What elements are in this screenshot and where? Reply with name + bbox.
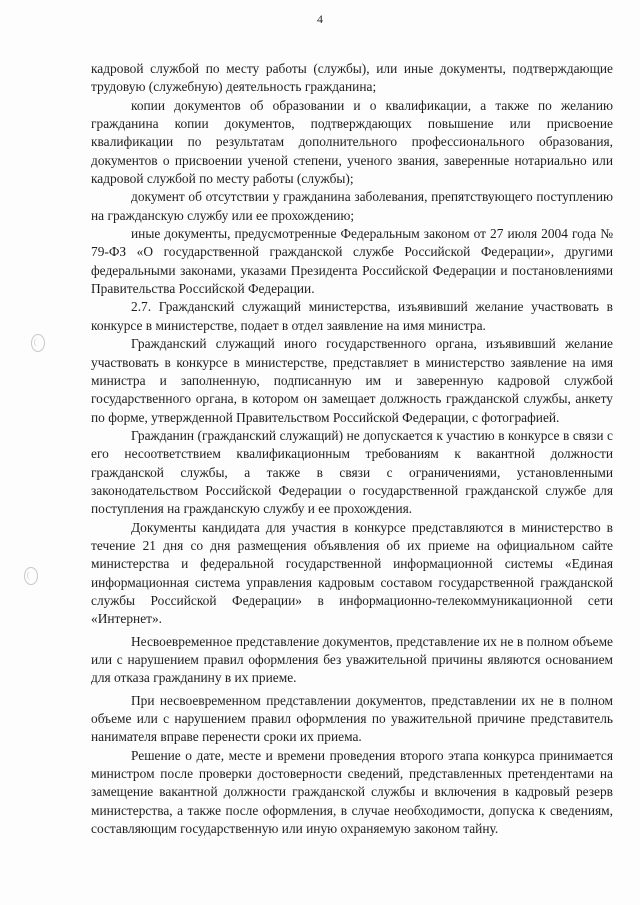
paragraph-other-documents: иные документы, предусмотренные Федеральным законом от 27 июля 2004 года № 79-ФЗ «О государственной гражданской службе Российской Федерации», другими федеральными законами, указами Президента Российской Федерации и постановлениями Правительства Российской Федерации. [91,226,613,297]
paragraph-submission-deadline: Документы кандидата для участия в конкурсе представляются в министерство в течение 21 дня со дня размещения объявления об их приеме на официальном сайте министерства и федеральной государственной информационной системы «Единая информационная система управления кадровым составом государственной гражданской службы Российской Федерации» в информационно-телекоммуникационной сети «Интернет». [91,519,613,627]
paragraph-other-agency-servant: Гражданский служащий иного государственного органа, изъявивший желание участвовать в конкурсе в министерстве, представляет в министерство заявление на имя министра и заполненную, подписанную им и заверенную кадровой службой государственного органа, в котором он замещает должность гражданской службы, анкету по форме, утвержденной Правительством Российской Федерации, с фотографией. [91,336,613,425]
paragraph-medical-document: документ об отсутствии у гражданина заболевания, препятствующего поступлению на гражданскую службу или ее прохождению; [91,189,613,223]
document-body [91,60,613,838]
paragraph-education-documents: копии документов об образовании и о квалификации, а также по желанию гражданина копии документов, подтверждающих повышение или присвоение квалификации по результатам дополнительного профессионального образования, документов о присвоении ученой степени, ученого звания, заверенные нотариально или кадровой службой по месту работы (службы); [91,97,613,187]
paragraph-continuation: кадровой службой по месту работы (службы), или иные документы, подтверждающие трудовую (служебную) деятельность гражданина; [91,61,613,95]
paragraph-deadline-extension: При несвоевременном представлении документов, представлении их не в полном объеме или с нарушением правил оформления по уважительной причине представитель нанимателя вправе перенести сроки их приема. [91,692,613,745]
paragraph-section-2-7: 2.7. Гражданский служащий министерства, изъявивший желание участвовать в конкурсе в министерстве, подает в отдел заявление на имя министра. [91,299,613,333]
paragraph-second-stage-decision: Решение о дате, месте и времени проведения второго этапа конкурса принимается министром после проверки достоверности сведений, представленных претендентами на замещение вакантной должности гражданской службы и включения в кадровый резерв министерства, а также после оформления, в случае необходимости, допуска к сведениям, составляющим государственную или иную охраняемую законом тайну. [91,747,613,837]
punch-hole-mark [24,567,38,585]
punch-hole-mark [31,334,45,352]
paragraph-admission-restrictions: Гражданин (гражданский служащий) не допускается к участию в конкурсе в связи с его несоответствием квалификационным требованиям к вакантной должности гражданской службы, а также в связи с ограничениями, установленными законодательством Российской Федерации о государственной гражданской службе для поступления на гражданскую службу и ее прохождения. [91,427,613,517]
page-number: 4 [317,12,323,26]
paragraph-late-submission-refusal: Несвоевременное представление документов, представление их не в полном объеме или с нарушением правил оформления без уважительной причины являются основанием для отказа гражданину в их приеме. [91,633,613,686]
